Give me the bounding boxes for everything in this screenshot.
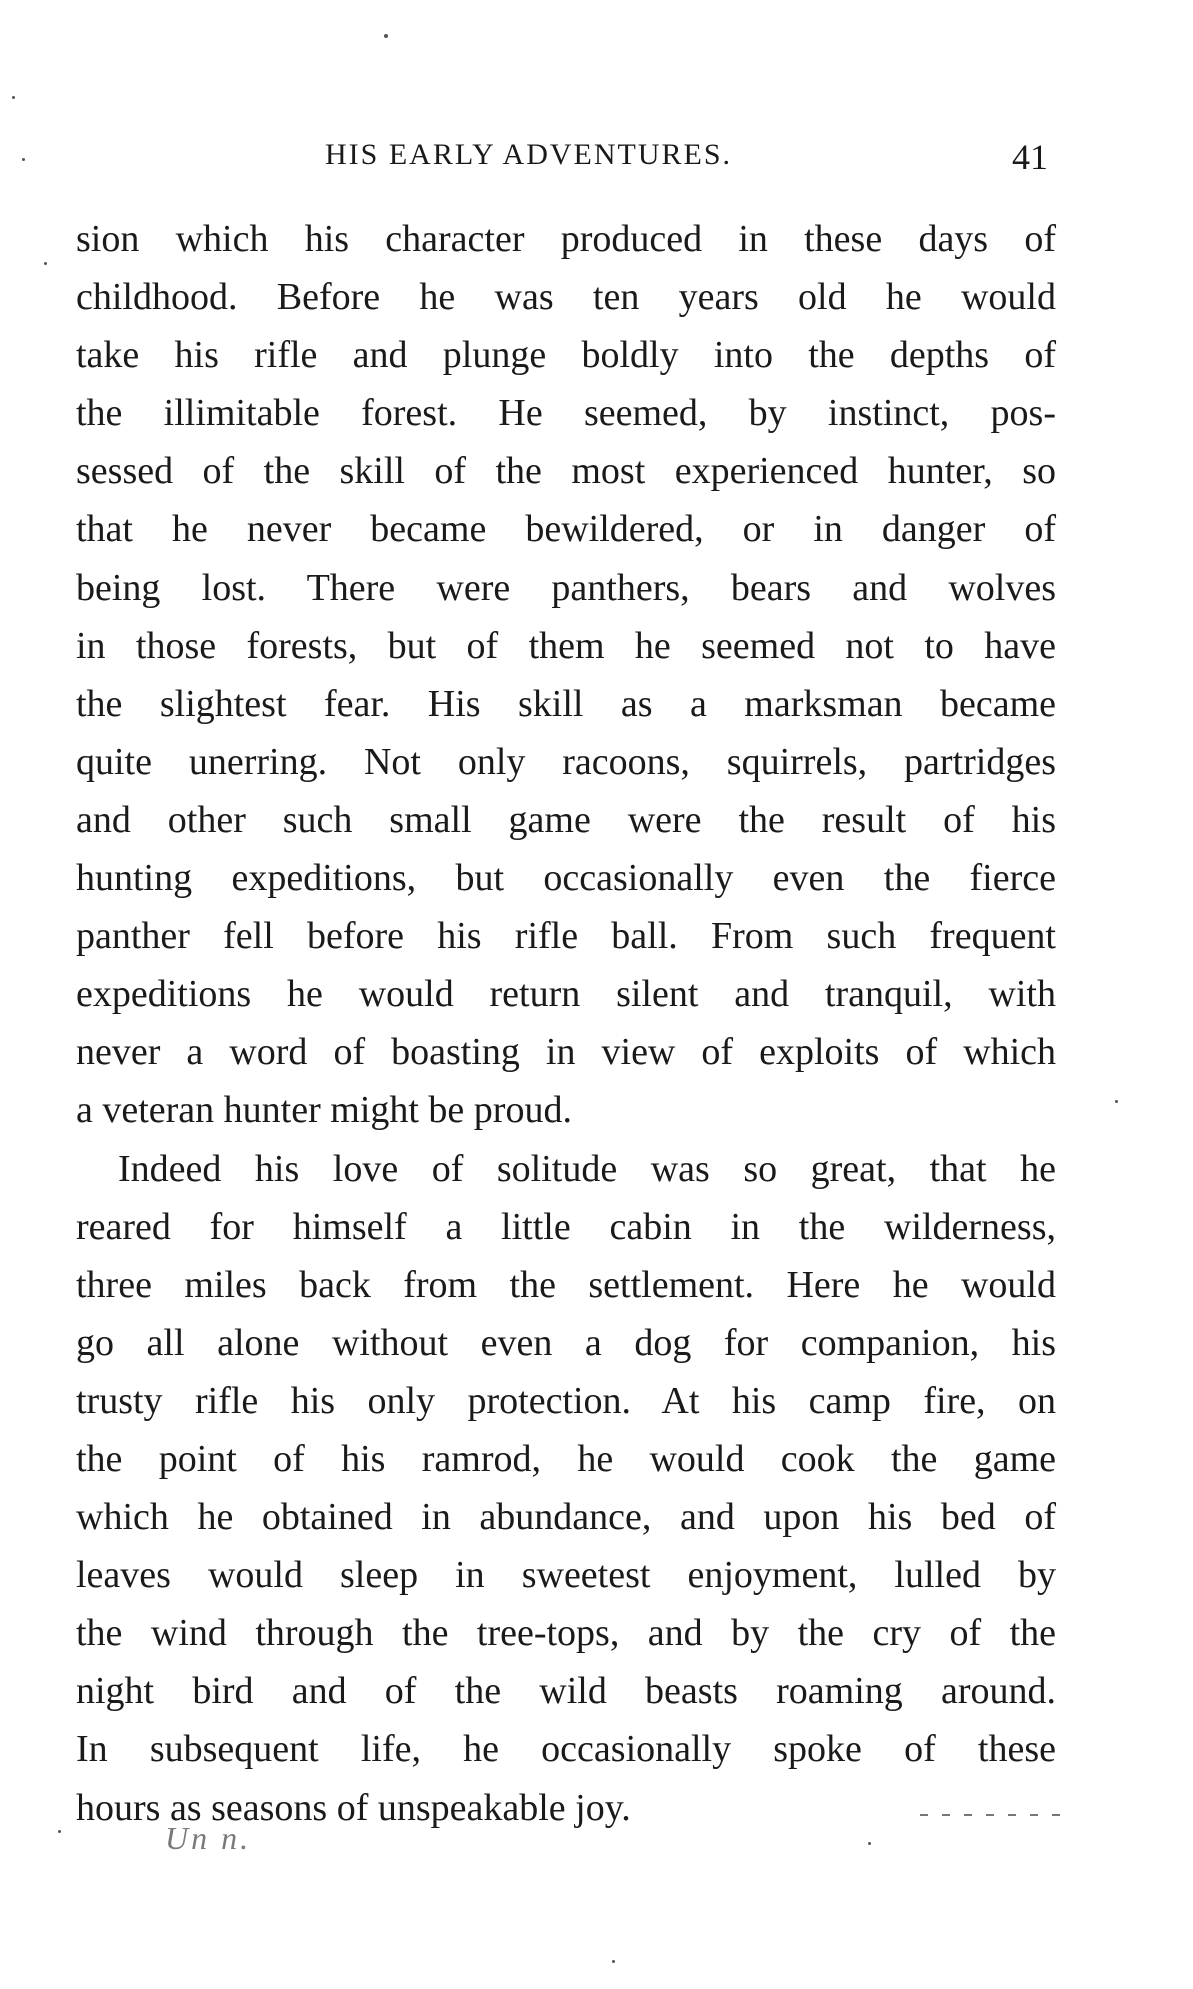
page-number: 41 xyxy=(1012,137,1048,177)
text-line: leaves would sleep in sweetest enjoyment, lulled by xyxy=(76,1554,1056,1597)
footer-dash-marks xyxy=(920,1814,1060,1816)
text-line: expeditions he would return silent and tranquil, with xyxy=(76,973,1056,1016)
text-line: take his rifle and plunge boldly into the depths of xyxy=(76,334,1056,377)
paragraph xyxy=(76,210,1056,1140)
text-line: the point of his ramrod, he would cook the game xyxy=(76,1437,1056,1480)
text-line: never a word of boasting in view of exploits of which xyxy=(76,1031,1056,1074)
text-line: being lost. There were panthers, bears and wolves xyxy=(76,566,1056,609)
text-line: the wind through the tree-tops, and by the cry of the xyxy=(76,1612,1056,1655)
text-line: hunting expeditions, but occasionally even the fierce xyxy=(76,857,1056,900)
scan-speck xyxy=(22,158,25,161)
running-head xyxy=(0,138,1193,178)
text-line: three miles back from the settlement. Here he would xyxy=(76,1263,1056,1306)
scan-speck xyxy=(612,1960,615,1963)
footer-library-mark: Un n. xyxy=(165,1820,252,1856)
scan-speck xyxy=(1115,1100,1118,1103)
text-line: sion which his character produced in these days of xyxy=(76,218,1056,260)
scan-speck xyxy=(384,34,388,38)
running-title: HIS EARLY ADVENTURES. xyxy=(325,138,733,171)
paragraph xyxy=(76,1140,1056,1837)
scan-speck xyxy=(44,262,47,265)
text-line: which he obtained in abundance, and upon his bed of xyxy=(76,1496,1056,1539)
text-line: go all alone without even a dog for companion, his xyxy=(76,1321,1056,1364)
text-line: the slightest fear. His skill as a marksman became xyxy=(76,682,1056,725)
text-line: trusty rifle his only protection. At his camp fire, on xyxy=(76,1379,1056,1422)
text-line: night bird and of the wild beasts roaming around. xyxy=(76,1670,1056,1713)
text-line: childhood. Before he was ten years old he would xyxy=(76,276,1056,319)
scan-speck xyxy=(12,96,15,99)
text-line: panther fell before his rifle ball. From such frequent xyxy=(76,915,1056,958)
text-line: hours as seasons of unspeakable joy. xyxy=(76,1786,631,1829)
text-line: in those forests, but of them he seemed not to have xyxy=(76,624,1056,667)
text-line: a veteran hunter might be proud. xyxy=(76,1089,572,1132)
text-line: Indeed his love of solitude was so great, that he xyxy=(118,1147,1056,1190)
scan-speck xyxy=(868,1842,871,1845)
text-line: that he never became bewildered, or in danger of xyxy=(76,508,1056,551)
text-line: reared for himself a little cabin in the wilderness, xyxy=(76,1205,1056,1248)
text-line: the illimitable forest. He seemed, by instinct, pos- xyxy=(76,392,1056,435)
text-line: and other such small game were the result of his xyxy=(76,798,1056,841)
text-line: sessed of the skill of the most experienced hunter, so xyxy=(76,450,1056,493)
text-line: In subsequent life, he occasionally spoke of these xyxy=(76,1728,1056,1771)
scan-speck xyxy=(58,1830,61,1833)
text-line: quite unerring. Not only racoons, squirrels, partridges xyxy=(76,740,1056,783)
body-text xyxy=(76,210,1056,1837)
